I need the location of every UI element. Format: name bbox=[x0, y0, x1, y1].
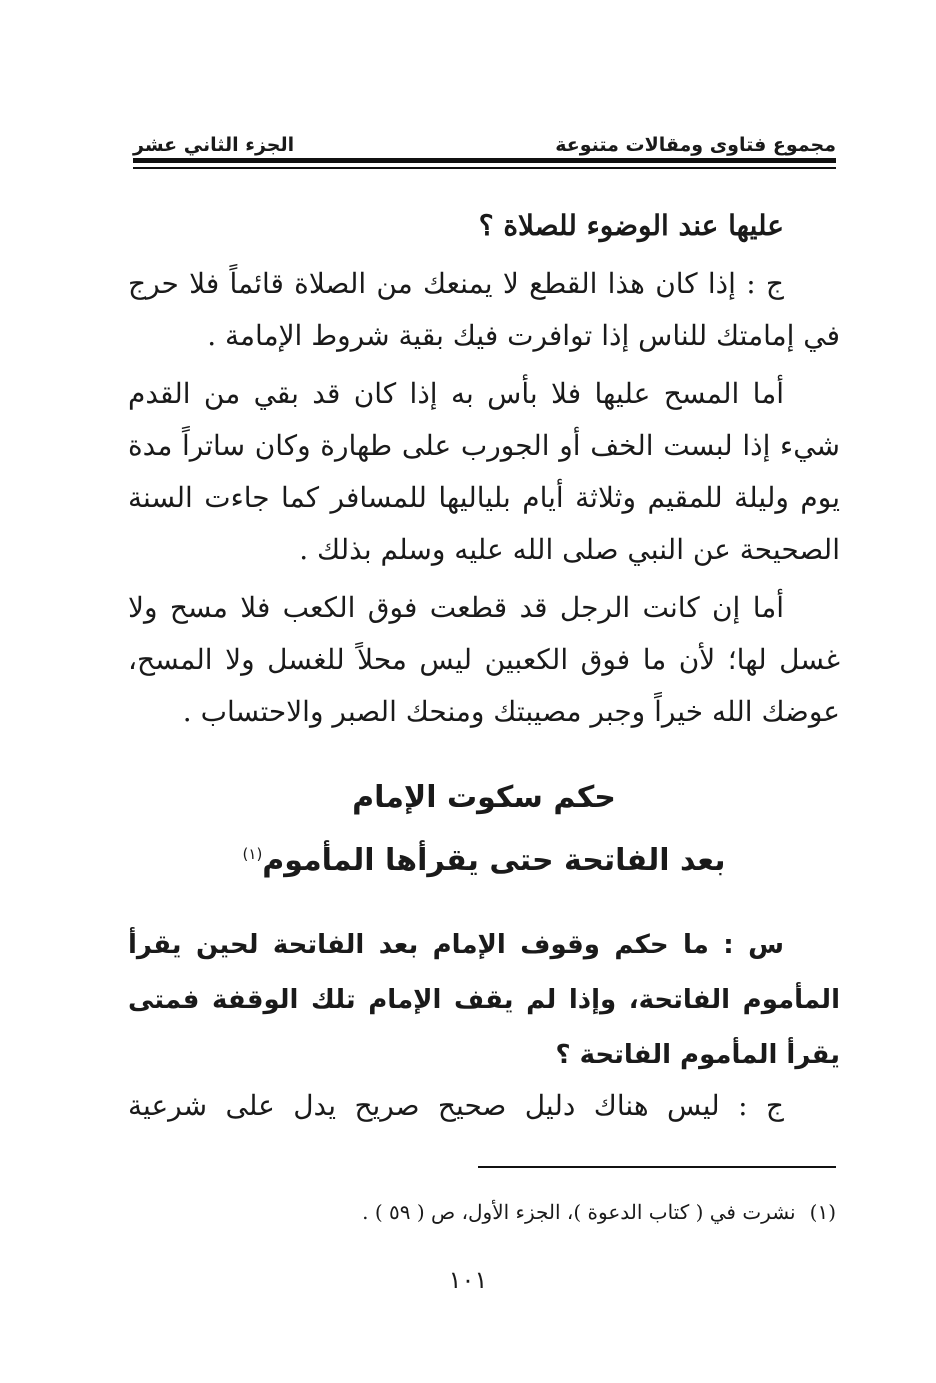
section-heading-line-2-text: بعد الفاتحة حتى يقرأها المأموم bbox=[262, 843, 726, 878]
footnote-reference: (١) bbox=[242, 845, 263, 863]
section-heading-line-1: حكم سكوت الإمام bbox=[352, 780, 616, 815]
footnote-separator bbox=[478, 1166, 836, 1168]
main-text-block bbox=[128, 200, 840, 744]
section-heading bbox=[128, 770, 840, 889]
question-continuation: عليها عند الوضوء للصلاة ؟ bbox=[478, 209, 784, 242]
running-header bbox=[133, 122, 836, 156]
header-volume: الجزء الثاني عشر bbox=[133, 134, 295, 156]
page-number: ١٠١ bbox=[448, 1266, 488, 1294]
footnote-number: (١) bbox=[809, 1200, 836, 1224]
answer-paragraph-1: ج : إذا كان هذا القطع لا يمنعك من الصلاة قائماً فلا حرج في إمامتك للناس إذا توافرت فيك بقية شروط الإمامة . bbox=[128, 267, 840, 352]
question-paragraph: س : ما حكم وقوف الإمام بعد الفاتحة لحين يقرأ المأموم الفاتحة، وإذا لم يقف الإمام تلك الوقفة فمتى يقرأ المأموم الفاتحة ؟ bbox=[128, 930, 840, 1070]
footnote bbox=[128, 1196, 836, 1228]
answer-paragraph-2: أما المسح عليها فلا بأس به إذا كان قد بقي من القدم شيء إذا لبست الخف أو الجورب على طهارة وكان ساتراً مدة يوم وليلة للمقيم وثلاثة أيام بلياليها للمسافر كما جاءت السنة الصحيحة عن النبي صلى الله عليه وسلم بذلك . bbox=[128, 377, 840, 566]
header-book-title: مجموع فتاوى ومقالات متنوعة bbox=[555, 134, 836, 156]
answer-start-paragraph: ج : ليس هناك دليل صحيح صريح يدل على شرعية bbox=[128, 1089, 784, 1122]
section-heading-line-2 bbox=[128, 826, 840, 889]
header-rule-thick bbox=[133, 158, 836, 163]
footnote-text: نشرت في ( كتاب الدعوة )، الجزء الأول، ص ( ٥٩ ) . bbox=[362, 1200, 796, 1224]
answer-paragraph-3: أما إن كانت الرجل قد قطعت فوق الكعب فلا مسح ولا غسل لها؛ لأن ما فوق الكعبين ليس محلاً للغسل ولا المسح، عوضك الله خيراً وجبر مصيبتك ومنحك الصبر والاحتساب . bbox=[128, 591, 840, 728]
header-rule-thin bbox=[133, 167, 836, 169]
